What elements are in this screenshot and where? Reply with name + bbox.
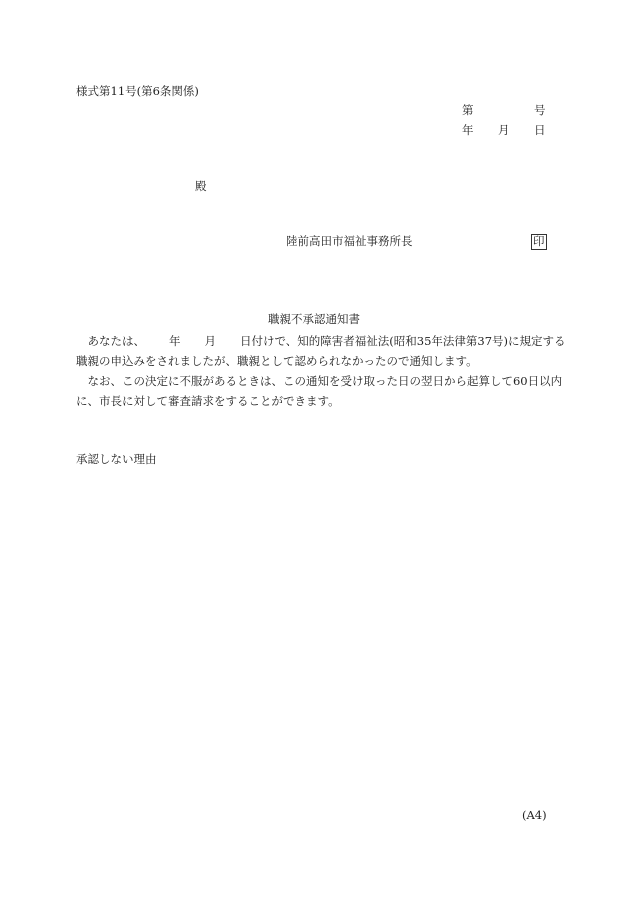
para1-year: 年 [169, 334, 181, 348]
document-title: 職親不承認通知書 [268, 312, 360, 326]
para1-part-b: 日付けで、知的障害者福祉法(昭和35年法律第37号)に規定する職親の申込みをされましたが、職親として認められなかったので通知します。 [76, 334, 566, 368]
issuer-name: 陸前高田市福祉事務所長 [286, 234, 413, 248]
document-body [76, 331, 566, 411]
reason-label: 承認しない理由 [76, 452, 157, 466]
date-day: 日 [534, 123, 546, 137]
form-label: 様式第11号(第6条関係) [76, 84, 199, 98]
paragraph-application [76, 331, 566, 371]
date-month: 月 [498, 123, 510, 137]
addressee-suffix: 殿 [195, 179, 207, 193]
date-year: 年 [462, 123, 474, 137]
paragraph-appeal: なお、この決定に不服があるときは、この通知を受け取った日の翌日から起算して60日以内に、市長に対して審査請求をすることができます。 [76, 374, 563, 408]
paper-size-label: (A4) [522, 808, 547, 822]
seal-stamp [531, 234, 547, 250]
para1-month: 月 [204, 334, 216, 348]
seal-label: 印 [533, 234, 545, 248]
para1-part-a: あなたは、 [87, 334, 145, 348]
number-prefix: 第 [462, 103, 474, 117]
number-suffix: 号 [534, 103, 546, 117]
